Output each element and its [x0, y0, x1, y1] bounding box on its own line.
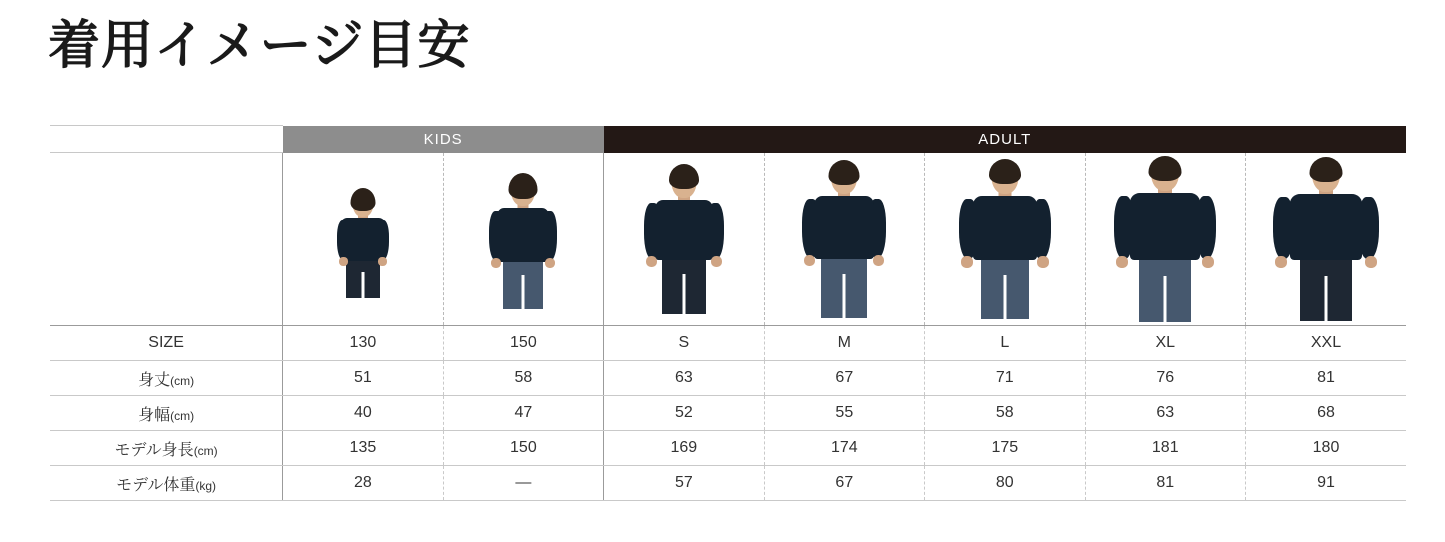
torso-shape — [1130, 193, 1200, 260]
row-label-text: 身丈 — [138, 371, 171, 389]
model-cell-150 — [443, 153, 603, 326]
leg-gap — [1003, 275, 1006, 319]
cell-model-height-l: 175 — [925, 431, 1085, 466]
model-cell-m — [764, 153, 924, 326]
group-header-kids: KIDS — [283, 126, 604, 153]
hand-right-shape — [545, 258, 555, 268]
size-table — [50, 125, 1406, 501]
cell-body-length-l: 71 — [925, 361, 1085, 396]
table-row — [50, 431, 1406, 466]
cell-body-width-l: 58 — [925, 396, 1085, 431]
torso-shape — [1290, 194, 1362, 260]
hand-right-shape — [1037, 256, 1049, 268]
group-header-adult: ADULT — [604, 126, 1406, 153]
hand-left-shape — [1116, 256, 1128, 268]
cell-body-width-xl: 63 — [1085, 396, 1245, 431]
row-label-body-width — [50, 396, 283, 431]
hair-shape — [669, 164, 699, 189]
model-photo-m — [788, 160, 900, 318]
cell-body-length-m: 67 — [764, 361, 924, 396]
row-label-unit: (kg) — [195, 478, 217, 493]
hair-shape — [350, 188, 375, 211]
cell-body-width-150: 47 — [443, 396, 603, 431]
torso-shape — [655, 200, 713, 260]
table-row — [50, 326, 1406, 361]
cell-body-width-130: 40 — [283, 396, 443, 431]
cell-size-xl: XL — [1085, 326, 1245, 361]
cell-model-weight-s: 57 — [604, 466, 764, 501]
cell-size-m: M — [764, 326, 924, 361]
hand-right-shape — [711, 256, 722, 267]
cell-size-130: 130 — [283, 326, 443, 361]
size-table-container — [50, 125, 1406, 501]
model-image-row — [50, 153, 1406, 326]
hand-left-shape — [804, 255, 815, 266]
leg-gap — [1164, 276, 1167, 322]
model-cell-l — [925, 153, 1085, 326]
model-photo-xxl — [1264, 157, 1388, 321]
model-photo-130 — [319, 180, 407, 298]
hair-shape — [1310, 157, 1343, 182]
cell-body-width-m: 55 — [764, 396, 924, 431]
hand-right-shape — [873, 255, 884, 266]
cell-model-height-150: 150 — [443, 431, 603, 466]
hand-right-shape — [1365, 256, 1377, 268]
table-row — [50, 396, 1406, 431]
model-cell-xl — [1085, 153, 1245, 326]
model-photo-150 — [473, 169, 573, 309]
row-label-model-weight — [50, 466, 283, 501]
cell-body-length-xl: 76 — [1085, 361, 1245, 396]
leg-gap — [843, 274, 846, 318]
torso-shape — [814, 196, 874, 259]
cell-model-height-s: 169 — [604, 431, 764, 466]
table-row — [50, 361, 1406, 396]
model-cell-s — [604, 153, 764, 326]
hair-shape — [509, 173, 538, 199]
hair-shape — [989, 159, 1021, 184]
cell-body-width-xxl: 68 — [1246, 396, 1407, 431]
row-label-text: モデル体重 — [116, 476, 196, 494]
leg-gap — [1325, 276, 1328, 321]
cell-model-weight-150: — — [443, 466, 603, 501]
torso-shape — [341, 218, 385, 261]
leg-gap — [522, 275, 525, 309]
cell-size-xxl: XXL — [1246, 326, 1407, 361]
model-photo-l — [947, 159, 1063, 319]
table-row — [50, 466, 1406, 501]
row-label-unit: (cm) — [193, 443, 218, 458]
cell-size-150: 150 — [443, 326, 603, 361]
row-label-text: 身幅 — [138, 406, 171, 424]
leg-gap — [361, 272, 364, 298]
cell-model-weight-xl: 81 — [1085, 466, 1245, 501]
cell-body-width-s: 52 — [604, 396, 764, 431]
cell-model-height-130: 135 — [283, 431, 443, 466]
hand-left-shape — [1275, 256, 1287, 268]
group-header-blank — [50, 126, 283, 153]
cell-model-weight-m: 67 — [764, 466, 924, 501]
cell-body-length-xxl: 81 — [1246, 361, 1407, 396]
torso-shape — [497, 208, 549, 262]
cell-model-weight-l: 80 — [925, 466, 1085, 501]
hand-left-shape — [491, 258, 501, 268]
model-cell-xxl — [1246, 153, 1407, 326]
model-photo-xl — [1104, 156, 1226, 322]
model-photo-s — [630, 164, 738, 314]
model-row-label-cell — [50, 153, 283, 326]
page-title: 着用イメージ目安 — [48, 17, 471, 75]
cell-model-weight-xxl: 91 — [1246, 466, 1407, 501]
cell-model-height-xl: 181 — [1085, 431, 1245, 466]
cell-model-height-m: 174 — [764, 431, 924, 466]
hand-left-shape — [339, 257, 348, 266]
cell-body-length-s: 63 — [604, 361, 764, 396]
hand-left-shape — [961, 256, 973, 268]
group-header-row — [50, 126, 1406, 153]
hand-left-shape — [646, 256, 657, 267]
row-label-unit: (cm) — [170, 408, 195, 423]
cell-body-length-130: 51 — [283, 361, 443, 396]
row-label-body-length — [50, 361, 283, 396]
cell-body-length-150: 58 — [443, 361, 603, 396]
row-label-size — [50, 326, 283, 361]
model-cell-130 — [283, 153, 443, 326]
cell-model-weight-130: 28 — [283, 466, 443, 501]
torso-shape — [973, 196, 1037, 260]
cell-model-height-xxl: 180 — [1246, 431, 1407, 466]
hair-shape — [1149, 156, 1182, 181]
hair-shape — [829, 160, 860, 185]
leg-gap — [682, 274, 685, 314]
row-label-unit: (cm) — [170, 373, 195, 388]
hand-right-shape — [1202, 256, 1214, 268]
row-label-text: モデル身長 — [114, 441, 194, 459]
cell-size-l: L — [925, 326, 1085, 361]
cell-size-s: S — [604, 326, 764, 361]
hand-right-shape — [378, 257, 387, 266]
row-label-text: SIZE — [148, 334, 184, 351]
row-label-model-height — [50, 431, 283, 466]
